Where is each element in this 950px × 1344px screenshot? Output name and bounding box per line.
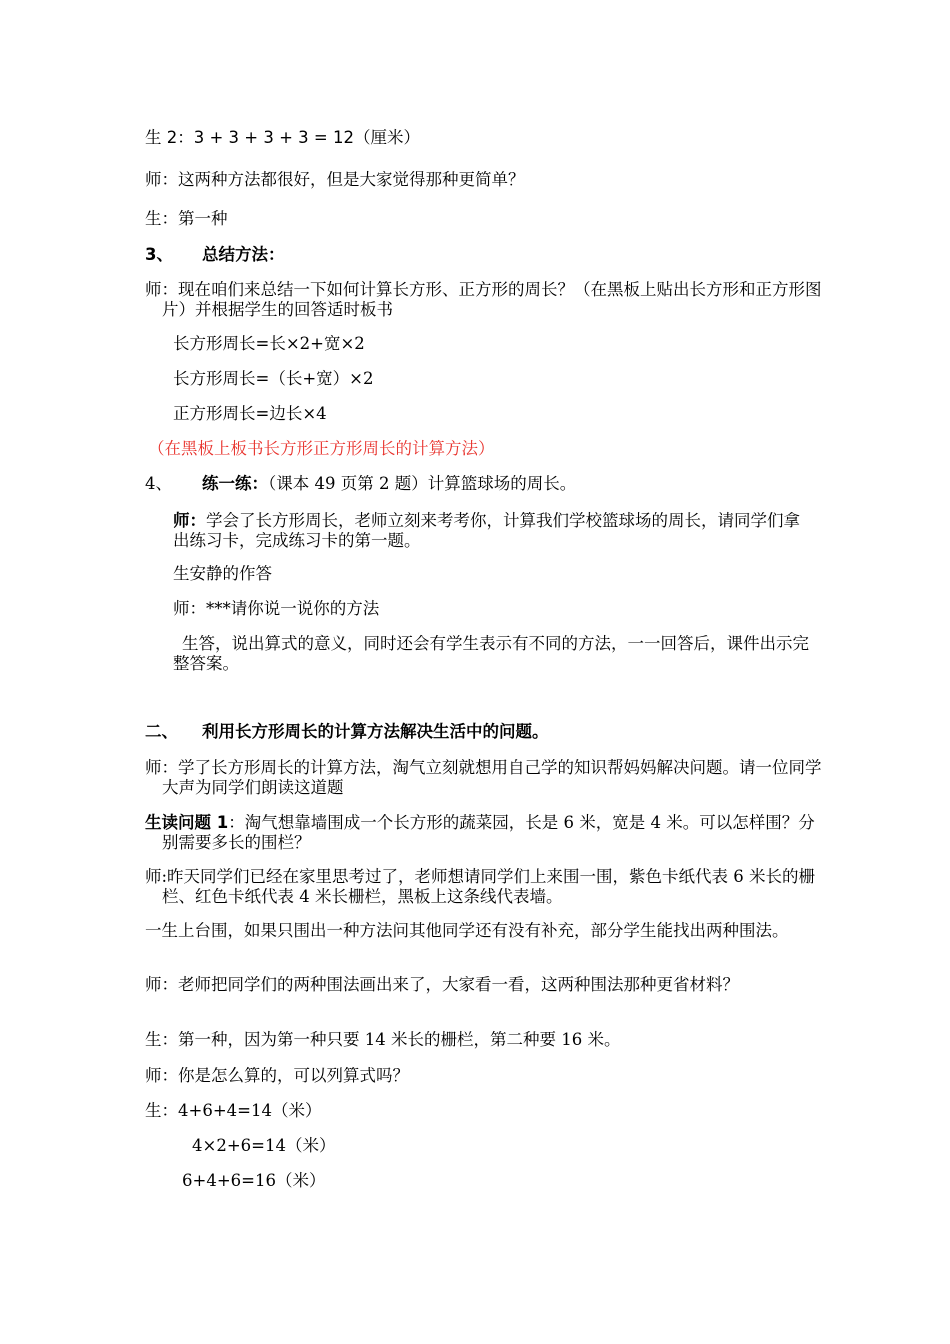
calc-line-2: 4×2+6=14（米） bbox=[192, 1136, 336, 1155]
line-teacher-ask-method: 师：***请你说一说你的方法 bbox=[173, 599, 380, 618]
line-teacher-summary: 师：现在咱们来总结一下如何计算长方形、正方形的周长？（在黑板上贴出长方形和正方形图片）并根据学生的回答适时板书 bbox=[145, 280, 822, 319]
line-teacher-practice: 师：学会了长方形周长，老师立刻来考考你，计算我们学校篮球场的周长，请同学们拿出练习卡，完成练习卡的第一题。 bbox=[173, 511, 800, 550]
line-teacher-question: 师：这两种方法都很好，但是大家觉得那种更简单？ bbox=[145, 170, 525, 189]
annotation-blackboard: （在黑板上板书长方形正方形周长的计算方法） bbox=[148, 439, 495, 458]
line-practice-heading: 4、 练一练：（课本 49 页第 2 题）计算篮球场的周长。 bbox=[145, 474, 577, 493]
line-student-first-method: 生：第一种，因为第一种只要 14 米长的栅栏，第二种要 16 米。 bbox=[145, 1030, 621, 1049]
line-student-answer: 生答，说出算式的意义，同时还会有学生表示有不同的方法，一一回答后，课件出示完整答案。 bbox=[173, 634, 809, 673]
formula-square: 正方形周长=边长×4 bbox=[173, 404, 327, 423]
calc-line-3: 6+4+6=16（米） bbox=[182, 1171, 326, 1190]
heading-section-two: 二、 利用长方形周长的计算方法解决生活中的问题。 bbox=[145, 722, 549, 741]
line-student-first: 生：第一种 bbox=[145, 209, 228, 228]
line-student-read-problem: 生读问题 1：淘气想靠墙围成一个长方形的蔬菜园，长是 6 米，宽是 4 米。可以怎样围？分别需要多长的围栏？ bbox=[145, 813, 815, 852]
line-teacher-intro-problem: 师：学了长方形周长的计算方法，淘气立刻就想用自己学的知识帮妈妈解决问题。请一位同学大声为同学们朗读这道题 bbox=[145, 758, 822, 797]
formula-rectangle-2: 长方形周长=（长+宽）×2 bbox=[173, 369, 374, 388]
formula-rectangle-1: 长方形周长=长×2+宽×2 bbox=[173, 334, 365, 353]
line-student2-calc: 生 2：3 + 3 + 3 + 3 = 12（厘米） bbox=[145, 128, 420, 147]
line-teacher-compare: 师：老师把同学们的两种围法画出来了，大家看一看，这两种围法那种更省材料？ bbox=[145, 975, 739, 994]
line-student-quiet: 生安静的作答 bbox=[173, 564, 272, 583]
calc-line-1: 生：4+6+4=14（米） bbox=[145, 1101, 322, 1120]
heading-summary-method: 3、 总结方法： bbox=[145, 245, 285, 264]
line-teacher-how: 师：你是怎么算的，可以列算式吗？ bbox=[145, 1066, 409, 1085]
line-teacher-fence-cards: 师:昨天同学们已经在家里思考过了，老师想请同学们上来围一围，紫色卡纸代表 6 米长的栅栏、红色卡纸代表 4 米长栅栏，黑板上这条线代表墙。 bbox=[145, 867, 816, 906]
line-student-demo: 一生上台围，如果只围出一种方法问其他同学还有没有补充，部分学生能找出两种围法。 bbox=[145, 921, 789, 940]
